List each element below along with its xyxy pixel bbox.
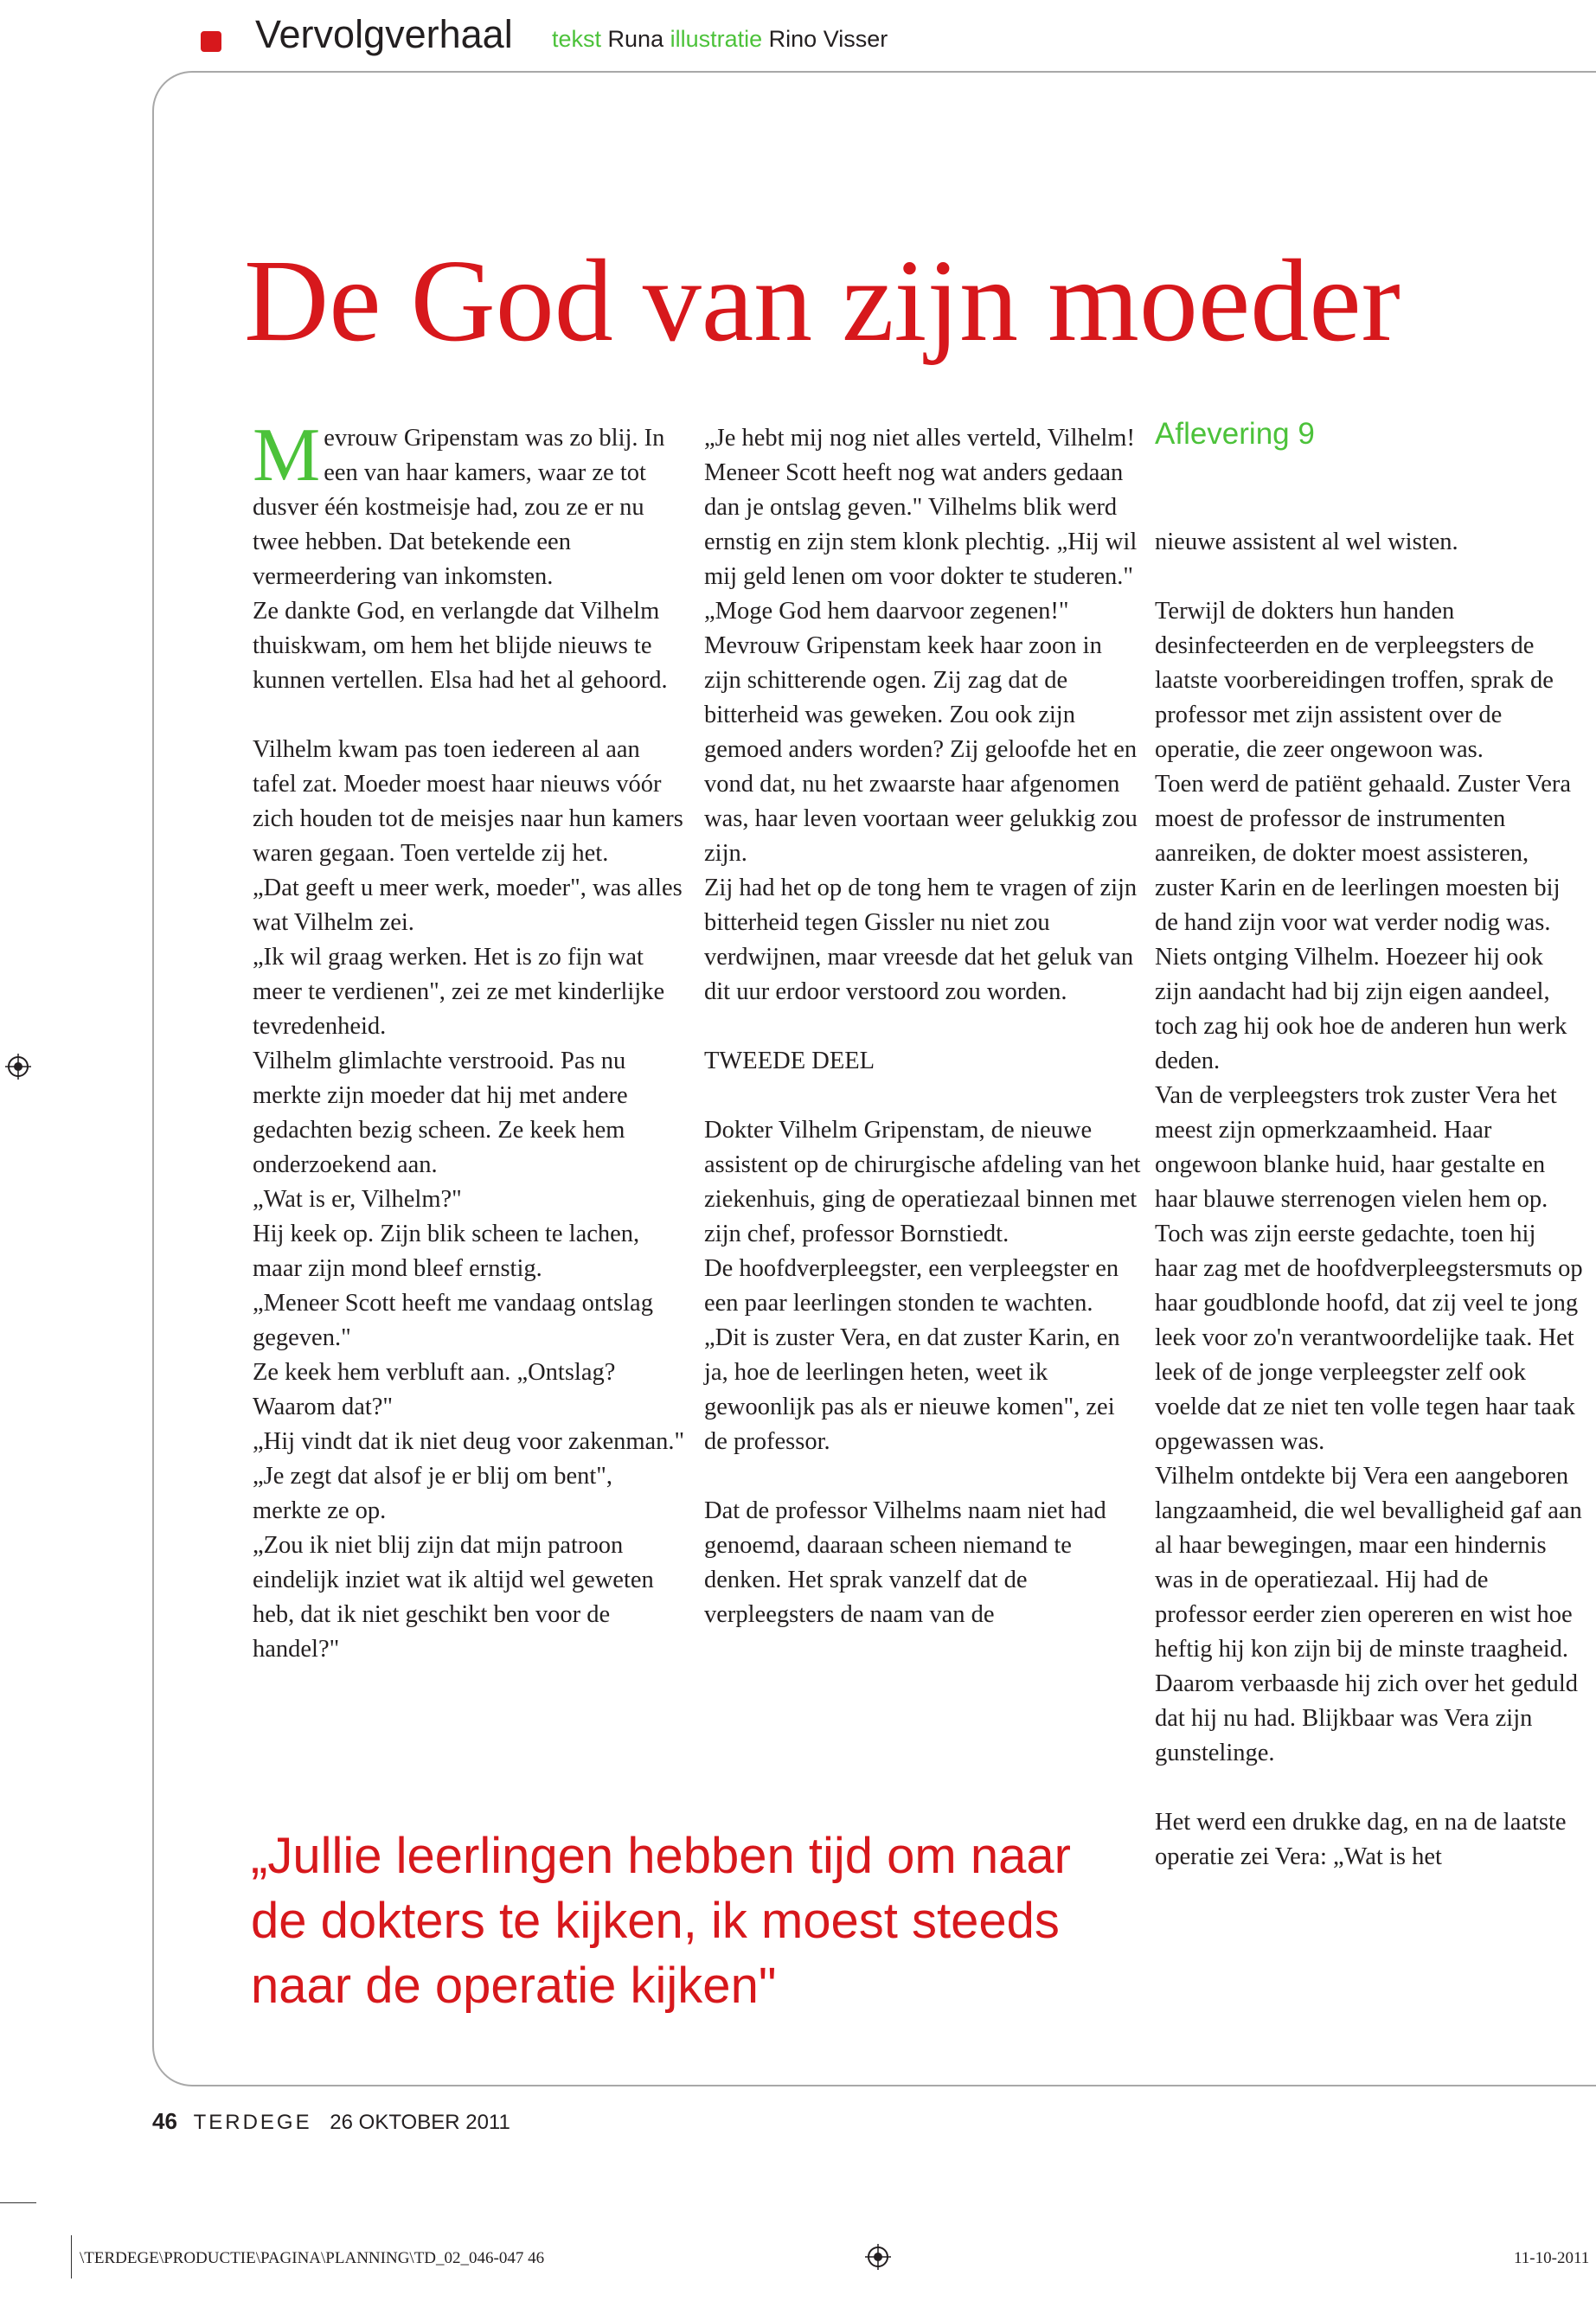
section-title: Vervolgverhaal [255, 12, 513, 56]
paragraph-gap [704, 1459, 1141, 1494]
headline: De God van zijn moeder [244, 236, 1401, 366]
credits-text-label: tekst [552, 26, 602, 52]
page-number: 46 [152, 2108, 177, 2134]
pull-quote: „Jullie leerlingen hebben tijd om naar de dokters te kijken, ik moest steeds naar de operatie kijken" [251, 1828, 1071, 2014]
credits-illustrator: Rino Visser [768, 26, 888, 52]
paragraph: „Ik wil graag werken. Het is zo fijn wat meer te verdienen", zei ze met kinderlijke tevredenheid. [253, 944, 665, 1040]
slug-date: 11-10-2011 [1514, 2249, 1590, 2267]
paragraph: Dat de professor Vilhelms naam niet had genoemd, daaraan scheen niemand te denken. Het sprak vanzelf dat de verpleegsters de naam van de [704, 1497, 1106, 1628]
paragraph-gap [253, 698, 685, 733]
paragraph: Van de verpleegsters trok zuster Vera het meest zijn opmerkzaamheid. Haar ongewoon blanke huid, haar gestalte en haar blauwe sterrenogen vielen hem op. Toch was zijn eerste gedachte, toen hij haar zag met de hoofdverpleegstersmuts op haar goudblonde hoofd, dat zij veel te jong leek voor zo'n verantwoordelijke taak. Het leek of de jonge verpleegster zelf ook voelde dat ze niet ten volle tegen haar taak opgewassen was. [1155, 1082, 1583, 1455]
paragraph-text: evrouw Gripenstam was zo blij. In een van haar kamers, waar ze tot dusver één kostmeisje had, zou ze er nu twee hebben. Dat betekende een vermeerdering van inkomsten. [253, 425, 665, 590]
paragraph: De hoofdverpleegster, een verpleegster en een paar leerlingen stonden te wachten. [704, 1255, 1119, 1317]
paragraph: „Wat is er, Vilhelm?" [253, 1186, 462, 1213]
text-column-1 [253, 413, 685, 1667]
credits-illustration-label: illustratie [670, 26, 763, 52]
section-marker [201, 31, 221, 52]
registration-mark-icon [5, 1054, 31, 1080]
paragraph: Dokter Vilhelm Gripenstam, de nieuwe assistent op de chirurgische afdeling van het ziekenhuis, ging de operatiezaal binnen met zijn chef, professor Bornstiedt. [704, 1117, 1141, 1247]
slug-path: \TERDEGE\PRODUCTIE\PAGINA\PLANNING\TD_02_046-047 46 [80, 2249, 545, 2267]
paragraph-gap [1155, 1771, 1583, 1805]
drop-cap: M [253, 413, 321, 497]
paragraph-gap [704, 1079, 1141, 1113]
paragraph: Vilhelm kwam pas toen iedereen al aan tafel zat. Moeder moest haar nieuws vóór zich houden tot de meisjes naar hun kamers waren gegaan. Toen vertelde zij het. [253, 736, 683, 867]
credits [552, 26, 888, 53]
paragraph-gap [704, 1009, 1141, 1044]
crop-mark [71, 2235, 72, 2279]
paragraph: nieuwe assistent al wel wisten. [1155, 529, 1458, 555]
paragraph: Vilhelm ontdekte bij Vera een aangeboren langzaamheid, die wel bevalligheid gaf aan al haar bewegingen, maar een hindernis was in de operatiezaal. Hij had de professor eerder zien opereren en wist hoe heftig hij kon zijn bij de minste traagheid. Daarom verbaasde hij zich over het geduld dat hij nu had. Blijkbaar was Vera zijn gunstelinge. [1155, 1463, 1582, 1766]
paragraph: „Dit is zuster Vera, en dat zuster Karin, en ja, hoe de leerlingen heten, weet ik gewoonlijk pas als er nieuwe komen", zei de professor. [704, 1324, 1120, 1455]
paragraph: „Hij vindt dat ik niet deug voor zakenman." [253, 1428, 685, 1455]
text-column-2 [704, 421, 1141, 1632]
paragraph: „Je zegt dat alsof je er blij om bent", merkte ze op. [253, 1463, 613, 1524]
paragraph: „Meneer Scott heeft me vandaag ontslag gegeven." [253, 1290, 653, 1351]
magazine-name: TERDEGE [193, 2111, 312, 2134]
paragraph: Ze keek hem verbluft aan. „Ontslag? Waarom dat?" [253, 1359, 616, 1420]
crop-mark [0, 2202, 36, 2203]
paragraph: Hij keek op. Zijn blik scheen te lachen, maar zijn mond bleef ernstig. [253, 1221, 640, 1282]
paragraph [253, 413, 685, 594]
part-heading: TWEEDE DEEL [704, 1048, 875, 1074]
paragraph: „Zou ik niet blij zijn dat mijn patroon eindelijk inziet wat ik altijd wel geweten heb, dat ik niet geschikt ben voor de handel?" [253, 1532, 654, 1663]
registration-mark-icon [865, 2244, 891, 2270]
paragraph: „Moge God hem daarvoor zegenen!" Mevrouw Gripenstam keek haar zoon in zijn schitterende ogen. Zij zag dat de bitterheid was geweken. Zou ook zijn gemoed anders worden? Zij geloofde het en vond dat, nu het zwaarste haar afgenomen was, haar leven voortaan weer gelukkig zou zijn. [704, 598, 1138, 867]
paragraph: Het werd een drukke dag, en na de laatste operatie zei Vera: „Wat is het [1155, 1809, 1567, 1870]
issue-date: 26 OKTOBER 2011 [330, 2111, 510, 2134]
paragraph: Ze dankte God, en verlangde dat Vilhelm thuiskwam, om hem het blijde nieuws te kunnen vertellen. Elsa had het al gehoord. [253, 598, 668, 694]
paragraph: Vilhelm glimlachte verstrooid. Pas nu merkte zijn moeder dat hij met andere gedachten bezig scheen. Ze keek hem onderzoekend aan. [253, 1048, 628, 1178]
text-column-3 [1155, 525, 1583, 1875]
episode-label: Aflevering 9 [1155, 417, 1315, 451]
paragraph: Toen werd de patiënt gehaald. Zuster Vera moest de professor de instrumenten aanreiken, de dokter moest assisteren, zuster Karin en de leerlingen moesten bij de hand zijn voor wat verder nodig was. Niets ontging Vilhelm. Hoezeer hij ook zijn aandacht had bij zijn eigen aandeel, toch zag hij ook hoe de anderen hun werk deden. [1155, 771, 1571, 1074]
paragraph-gap [1155, 560, 1583, 594]
paragraph: Zij had het op de tong hem te vragen of zijn bitterheid tegen Gissler nu niet zou verdwijnen, maar vreesde dat het geluk van dit uur erdoor verstoord zou worden. [704, 875, 1138, 1005]
paragraph: Terwijl de dokters hun handen desinfecteerden en de verpleegsters de laatste voorbereidingen troffen, sprak de professor met zijn assistent over de operatie, die zeer ongewoon was. [1155, 598, 1554, 763]
paragraph: „Dat geeft u meer werk, moeder", was alles wat Vilhelm zei. [253, 875, 683, 936]
folio [152, 2108, 510, 2135]
credits-author: Runa [607, 26, 664, 52]
paragraph: „Je hebt mij nog niet alles verteld, Vilhelm! Meneer Scott heeft nog wat anders gedaan dan je ontslag geven." Vilhelms blik werd ernstig en zijn stem klonk plechtig. „Hij wil mij geld lenen om voor dokter te studeren." [704, 425, 1138, 590]
